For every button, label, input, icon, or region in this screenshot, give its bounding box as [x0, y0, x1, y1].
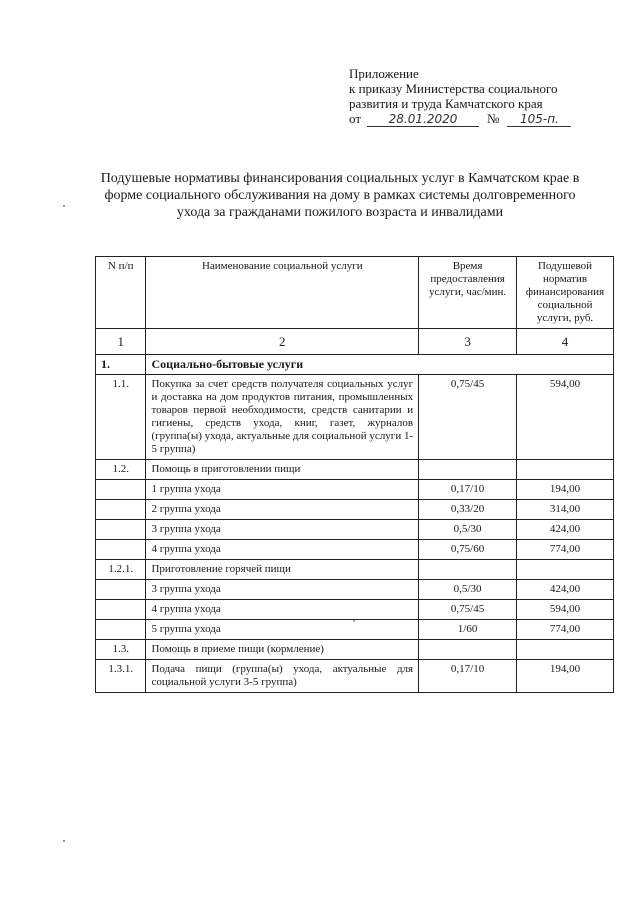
row-norm: 194,00	[517, 480, 614, 500]
row-service-name: Помощь в приеме пищи (кормление)	[146, 640, 419, 660]
row-service-name: 1 группа ухода	[146, 480, 419, 500]
row-time: 1/60	[419, 620, 517, 640]
row-num: 1.2.1.	[96, 560, 146, 580]
header-name: Наименование социальной услуги	[146, 257, 419, 329]
norms-table	[95, 256, 614, 693]
row-service-name: 5 группа ухода	[146, 620, 419, 640]
row-norm: 194,00	[517, 660, 614, 693]
table-body	[96, 375, 614, 693]
header-norm: Подушевой норматив финансирования социальной услуги, руб.	[517, 257, 614, 329]
column-number: 1	[96, 329, 146, 355]
table-row	[96, 500, 614, 520]
appendix-date-number-line	[349, 111, 609, 127]
row-service-name: Подача пищи (группа(ы) ухода, актуальные для социальной услуги 3-5 группа)	[146, 660, 419, 693]
table-row	[96, 520, 614, 540]
row-service-name: 2 группа ухода	[146, 500, 419, 520]
row-norm: 424,00	[517, 580, 614, 600]
row-time	[419, 640, 517, 660]
row-time	[419, 460, 517, 480]
scan-speck	[63, 840, 65, 842]
row-num	[96, 620, 146, 640]
table-header-row	[96, 257, 614, 329]
row-service-name: Приготовление горячей пищи	[146, 560, 419, 580]
row-num	[96, 540, 146, 560]
scan-speck	[63, 205, 65, 207]
appendix-block	[349, 66, 609, 127]
row-time: 0,75/45	[419, 600, 517, 620]
row-service-name: Покупка за счет средств получателя социальных услуг и доставка на дом продуктов питания, промышленных товаров первой необходимости, средств санитарии и гигиены, средств ухода, книг, газет, журналов (группа(ы) ухода, актуальные для социальной услуги 1-5 группа)	[146, 375, 419, 460]
row-service-name: Помощь в приготовлении пищи	[146, 460, 419, 480]
row-num	[96, 500, 146, 520]
table-row	[96, 600, 614, 620]
row-norm: 594,00	[517, 600, 614, 620]
row-time: 0,75/45	[419, 375, 517, 460]
section-row	[96, 355, 614, 375]
appendix-ministry: развития и труда Камчатского края	[349, 96, 543, 111]
row-time: 0,17/10	[419, 660, 517, 693]
row-num: 1.1.	[96, 375, 146, 460]
table-row	[96, 560, 614, 580]
row-service-name: 4 группа ухода	[146, 540, 419, 560]
table-row	[96, 640, 614, 660]
row-norm: 594,00	[517, 375, 614, 460]
row-norm	[517, 560, 614, 580]
column-number: 3	[419, 329, 517, 355]
header-num: N п/п	[96, 257, 146, 329]
row-norm: 314,00	[517, 500, 614, 520]
row-num	[96, 600, 146, 620]
number-label: №	[487, 111, 500, 126]
row-norm: 774,00	[517, 620, 614, 640]
section-num: 1.	[96, 355, 146, 375]
row-num	[96, 480, 146, 500]
appendix-order-ref: к приказу Министерства социального	[349, 81, 558, 96]
table-row	[96, 375, 614, 460]
document-title: Подушевые нормативы финансирования социальных услуг в Камчатском крае в форме социального обслуживания на дому в рамках системы долговременного ухода за гражданами пожилого возраста и инвалидами	[100, 171, 580, 220]
table-row	[96, 480, 614, 500]
row-num	[96, 520, 146, 540]
row-service-name: 3 группа ухода	[146, 520, 419, 540]
table-row	[96, 660, 614, 693]
row-time: 0,33/20	[419, 500, 517, 520]
column-number-row	[96, 329, 614, 355]
table-row	[96, 540, 614, 560]
appendix-title: Приложение	[349, 66, 419, 81]
row-num	[96, 580, 146, 600]
column-number: 4	[517, 329, 614, 355]
row-time: 0,5/30	[419, 580, 517, 600]
row-time: 0,75/60	[419, 540, 517, 560]
row-time: 0,5/30	[419, 520, 517, 540]
row-norm	[517, 460, 614, 480]
row-service-name: 3 группа ухода	[146, 580, 419, 600]
row-norm: 774,00	[517, 540, 614, 560]
section-name: Социально-бытовые услуги	[146, 355, 614, 375]
row-norm	[517, 640, 614, 660]
scan-speck	[353, 620, 355, 622]
table-row	[96, 580, 614, 600]
handwritten-date: 28.01.2020	[367, 113, 479, 127]
column-number: 2	[146, 329, 419, 355]
row-norm: 424,00	[517, 520, 614, 540]
header-time: Время предоставления услуги, час/мин.	[419, 257, 517, 329]
handwritten-number: 105-п.	[507, 113, 571, 127]
table-row	[96, 460, 614, 480]
row-service-name: 4 группа ухода	[146, 600, 419, 620]
row-num: 1.3.1.	[96, 660, 146, 693]
row-num: 1.3.	[96, 640, 146, 660]
table-row	[96, 620, 614, 640]
row-time: 0,17/10	[419, 480, 517, 500]
from-label: от	[349, 111, 362, 126]
row-time	[419, 560, 517, 580]
row-num: 1.2.	[96, 460, 146, 480]
